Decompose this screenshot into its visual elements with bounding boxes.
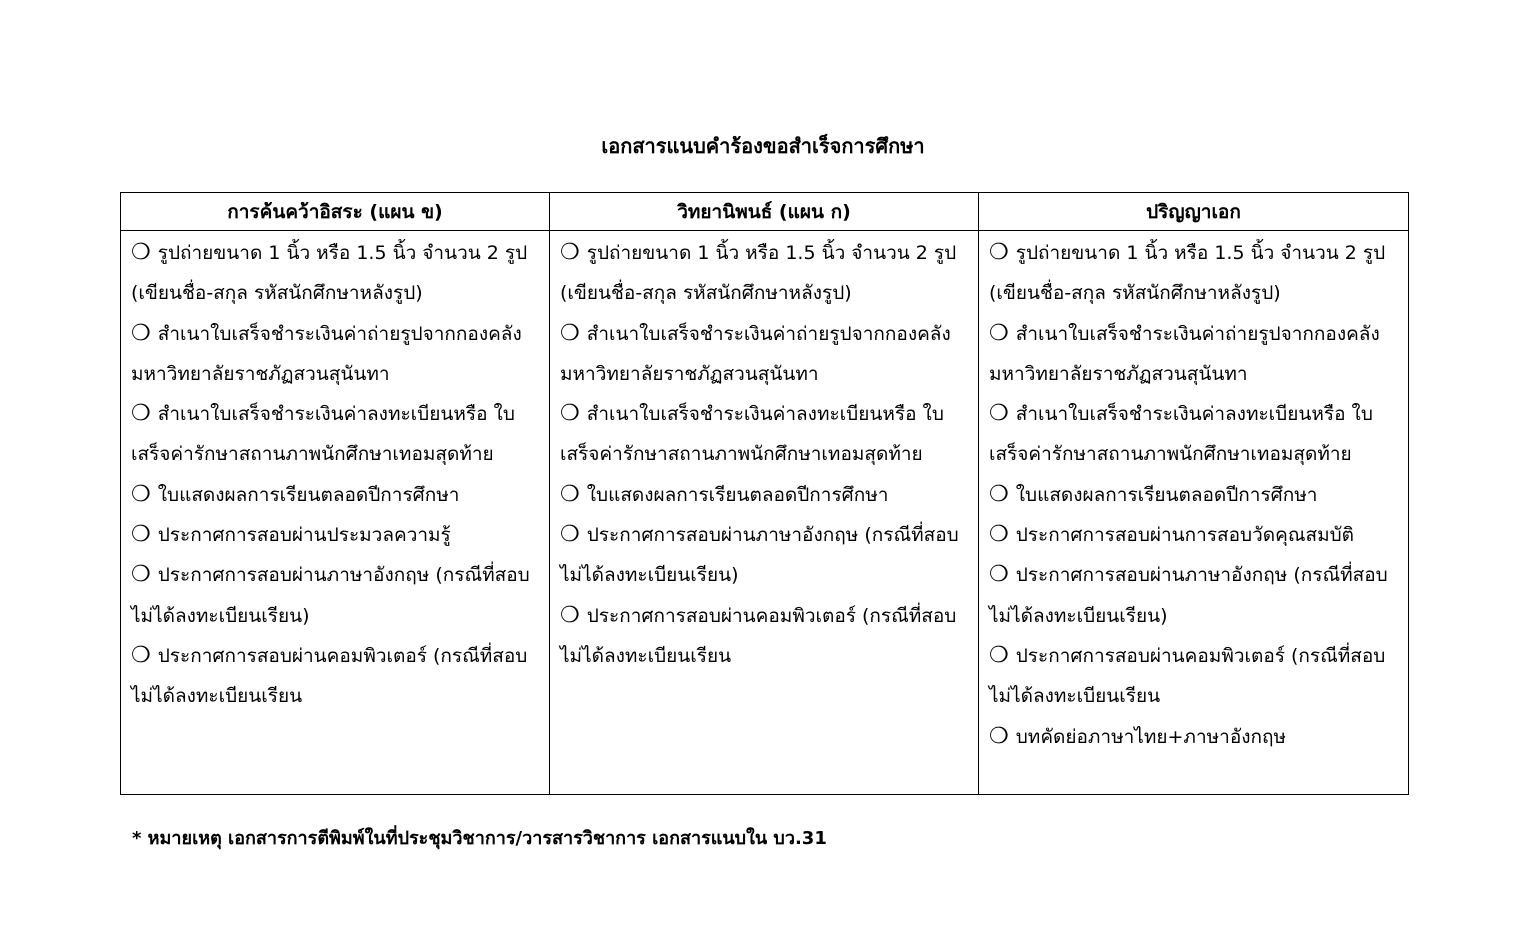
requirements-table [120,192,1409,795]
checklist-item [989,394,1402,475]
checklist-item [989,555,1402,636]
open-circle-icon: ❍ [560,240,580,265]
column-cell-doctoral [979,231,1409,795]
open-circle-icon: ❍ [989,522,1009,548]
open-circle-icon: ❍ [131,642,151,668]
open-circle-icon: ❍ [560,602,580,628]
checklist-item-text: ใบแสดงผลการเรียนตลอดปีการศึกษา [586,483,889,506]
table-header-row [121,193,1409,231]
checklist-item [989,636,1402,717]
open-circle-icon: ❍ [989,642,1009,668]
open-circle-icon: ❍ [989,401,1009,427]
checklist-item [131,555,543,636]
checklist-item-text: ประกาศการสอบผ่านคอมพิวเตอร์ (กรณีที่สอบ ไม่ได้ลงทะเบียนเรียน [989,644,1386,708]
column-header-independent-study: การค้นคว้าอิสระ (แผน ข) [121,193,550,231]
open-circle-icon: ❍ [131,562,151,588]
checklist-item-text: สำเนาใบเสร็จชำระเงินค่าลงทะเบียนหรือ ใบเสร็จค่ารักษาสถานภาพนักศึกษาเทอมสุดท้าย [989,403,1373,466]
checklist-item-text: สำเนาใบเสร็จชำระเงินค่าถ่ายรูปจากกองคลัง มหาวิทยาลัยราชภัฏสวนสุนันทา [560,322,951,385]
checklist-item-text: รูปถ่ายขนาด 1 นิ้ว หรือ 1.5 นิ้ว จำนวน 2 รูป (เขียนชื่อ-สกุล รหัสนักศึกษาหลังรูป) [989,242,1386,305]
checklist-item [131,233,543,314]
open-circle-icon: ❍ [989,240,1009,265]
footnote: * หมายเหตุ เอกสารการตีพิมพ์ในที่ประชุมวิชาการ/วารสารวิชาการ เอกสารแนบใน บว.31 [132,828,827,849]
checklist-item-text: สำเนาใบเสร็จชำระเงินค่าถ่ายรูปจากกองคลัง มหาวิทยาลัยราชภัฏสวนสุนันทา [989,322,1380,385]
checklist-item [131,475,543,515]
open-circle-icon: ❍ [131,401,151,427]
column-cell-thesis [550,231,979,795]
checklist-item-text: ประกาศการสอบผ่านภาษาอังกฤษ (กรณีที่สอบ ไม่ได้ลงทะเบียนเรียน) [131,564,530,627]
checklist-item [131,636,543,717]
checklist-item-text: ประกาศการสอบผ่านภาษาอังกฤษ (กรณีที่สอบ ไม่ได้ลงทะเบียนเรียน) [560,524,959,587]
checklist-item-text: รูปถ่ายขนาด 1 นิ้ว หรือ 1.5 นิ้ว จำนวน 2 รูป (เขียนชื่อ-สกุล รหัสนักศึกษาหลังรูป) [131,242,528,305]
column-header-thesis: วิทยานิพนธ์ (แผน ก) [550,193,979,231]
open-circle-icon: ❍ [989,320,1009,346]
checklist-item [989,314,1402,395]
checklist-item [131,394,543,475]
checklist-item-text: สำเนาใบเสร็จชำระเงินค่าถ่ายรูปจากกองคลัง มหาวิทยาลัยราชภัฏสวนสุนันทา [131,322,522,385]
checklist-item-text: ประกาศการสอบผ่านภาษาอังกฤษ (กรณีที่สอบ ไม่ได้ลงทะเบียนเรียน) [989,564,1388,627]
checklist-item-text: ใบแสดงผลการเรียนตลอดปีการศึกษา [157,483,460,506]
open-circle-icon: ❍ [560,481,580,507]
checklist [989,233,1402,757]
checklist-item-text: ประกาศการสอบผ่านการสอบวัดคุณสมบัติ [1015,524,1354,547]
checklist-item [560,475,972,515]
checklist-item [560,394,972,475]
checklist-item [131,515,543,555]
checklist-item-text: บทคัดย่อภาษาไทย+ภาษาอังกฤษ [1015,725,1287,748]
checklist-item [560,515,972,596]
document-title: เอกสารแนบคำร้องขอสำเร็จการศึกษา [601,134,925,158]
open-circle-icon: ❍ [131,320,151,346]
open-circle-icon: ❍ [560,401,580,427]
column-header-doctoral: ปริญญาเอก [979,193,1409,231]
checklist-item-text: ประกาศการสอบผ่านคอมพิวเตอร์ (กรณีที่สอบ ไม่ได้ลงทะเบียนเรียน [560,604,957,667]
checklist-item [560,233,972,314]
checklist-item [989,717,1402,757]
open-circle-icon: ❍ [131,522,151,548]
column-cell-independent-study [121,231,550,795]
checklist-item [131,314,543,395]
checklist-item-text: ประกาศการสอบผ่านคอมพิวเตอร์ (กรณีที่สอบ ไม่ได้ลงทะเบียนเรียน [131,644,528,708]
checklist-item-text: รูปถ่ายขนาด 1 นิ้ว หรือ 1.5 นิ้ว จำนวน 2 รูป (เขียนชื่อ-สกุล รหัสนักศึกษาหลังรูป) [560,242,957,305]
checklist-item [989,515,1402,555]
open-circle-icon: ❍ [560,522,580,548]
checklist-item-text: ประกาศการสอบผ่านประมวลความรู้ [157,524,451,547]
checklist [560,233,972,676]
checklist-item-text: ใบแสดงผลการเรียนตลอดปีการศึกษา [1015,483,1318,506]
checklist-item [560,314,972,395]
open-circle-icon: ❍ [989,481,1009,507]
checklist-item [560,596,972,677]
open-circle-icon: ❍ [131,240,151,265]
checklist [131,233,543,717]
open-circle-icon: ❍ [560,320,580,346]
table-body-row [121,231,1409,795]
checklist-item [989,233,1402,314]
open-circle-icon: ❍ [131,481,151,507]
checklist-item-text: สำเนาใบเสร็จชำระเงินค่าลงทะเบียนหรือ ใบเสร็จค่ารักษาสถานภาพนักศึกษาเทอมสุดท้าย [131,403,515,466]
open-circle-icon: ❍ [989,562,1009,588]
checklist-item-text: สำเนาใบเสร็จชำระเงินค่าลงทะเบียนหรือ ใบเสร็จค่ารักษาสถานภาพนักศึกษาเทอมสุดท้าย [560,403,944,466]
open-circle-icon: ❍ [989,723,1009,749]
checklist-item [989,475,1402,515]
